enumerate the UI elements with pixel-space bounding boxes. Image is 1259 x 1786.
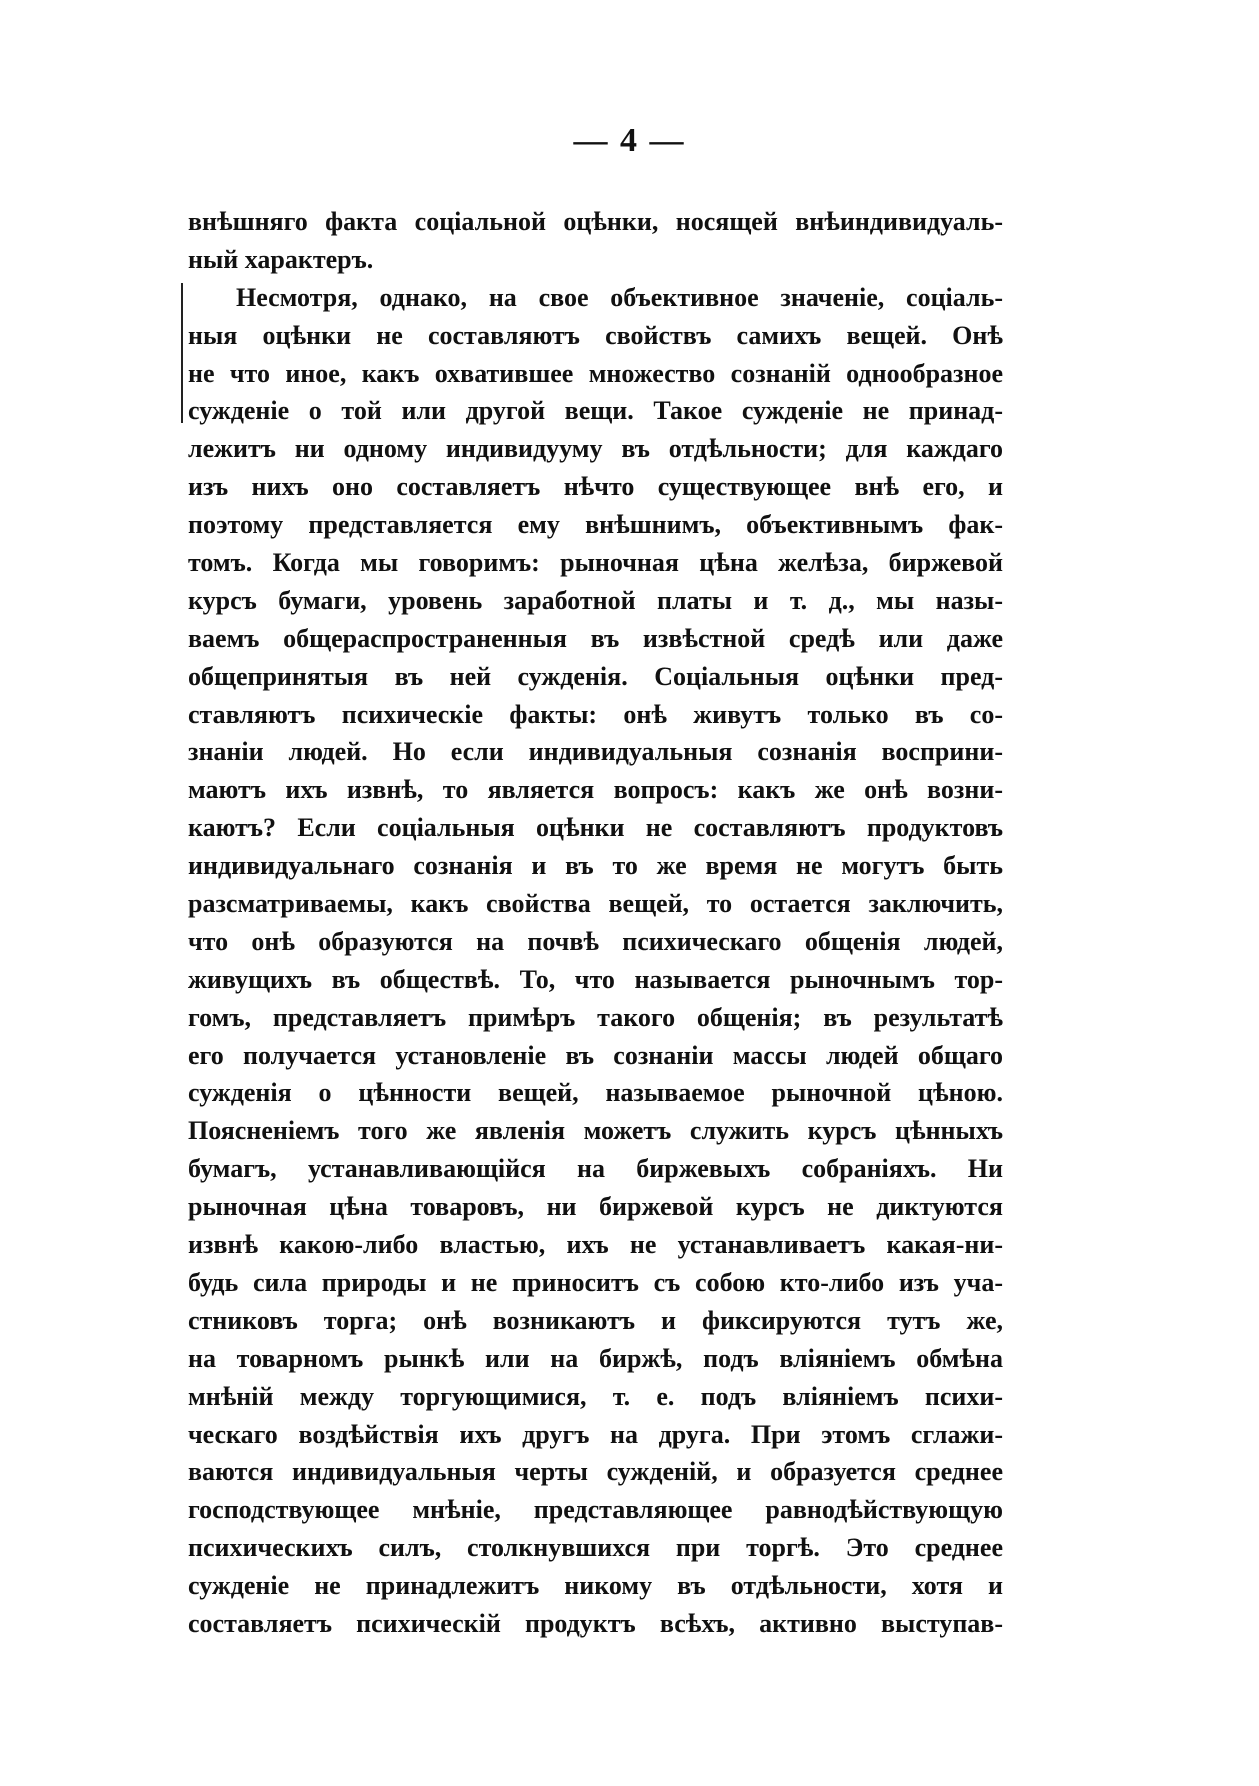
text-line: ваемъ общераспространенныя въ извѣстной средѣ или даже [188,623,1003,653]
text-line: общепринятыя въ ней сужденія. Соціальныя оцѣнки пред- [188,661,1003,691]
text-line: курсъ бумаги, уровень заработной платы и т. д., мы назы- [188,585,1003,615]
text-line: знаніи людей. Но если индивидуальныя сознанія восприни- [188,737,1003,767]
text-line: томъ. Когда мы говоримъ: рыночная цѣна желѣза, биржевой [188,548,1003,578]
text-line: психическихъ силъ, столкнувшихся при торгѣ. Это среднее [188,1533,1003,1563]
text-line: индивидуальнаго сознанія и въ то же время не могутъ быть [188,851,1003,881]
text-line: господствующее мнѣніе, представляющее равнодѣйствующую [188,1495,1003,1525]
text-line: извнѣ какою-либо властью, ихъ не устанавливаетъ какая-ни- [188,1230,1003,1260]
text-line: разсматриваемы, какъ свойства вещей, то остается заключить, [188,889,1003,919]
text-line: ный характеръ. [188,244,374,274]
text-line: не что иное, какъ охватившее множество сознаній однообразное [188,358,1003,388]
text-line: Поясненіемъ того же явленія можетъ служить курсъ цѣнныхъ [188,1116,1003,1146]
text-line: составляетъ психическій продуктъ всѣхъ, активно выступав- [188,1608,1003,1638]
text-line: поэтому представляется ему внѣшнимъ, объективнымъ фак- [188,510,1003,540]
text-line: ныя оцѣнки не составляютъ свойствъ самихъ вещей. Онѣ [188,320,1003,350]
text-line: сужденіе не принадлежитъ никому въ отдѣльности, хотя и [188,1571,1003,1601]
text-line: ставляютъ психическіе факты: онѣ живутъ только въ со- [188,699,1003,729]
text-line: рыночная цѣна товаровъ, ни биржевой курсъ не диктуются [188,1192,1003,1222]
text-line: каютъ? Если соціальныя оцѣнки не составляютъ продуктовъ [188,813,1003,843]
text-line: стниковъ торга; онѣ возникаютъ и фиксируются тутъ же, [188,1305,1003,1335]
text-line: ваются индивидуальныя черты сужденій, и образуется среднее [188,1457,1003,1487]
body-text [188,203,1003,1643]
text-line: изъ нихъ оно составляетъ нѣчто существующее внѣ его, и [188,472,1003,502]
text-line: мнѣній между торгующимися, т. е. подъ вліяніемъ психи- [188,1381,1003,1411]
text-line: Несмотря, однако, на свое объективное значеніе, соціаль- [236,282,1003,312]
text-line: живущихъ въ обществѣ. То, что называется рыночнымъ тор- [188,964,1003,994]
text-line: внѣшняго факта соціальной оцѣнки, носящей внѣиндивидуаль- [188,207,1003,236]
text-line: сужденіе о той или другой вещи. Такое сужденіе не принад- [188,396,1003,426]
text-line: что онѣ образуются на почвѣ психическаго общенія людей, [188,926,1003,956]
text-line: гомъ, представляетъ примѣръ такого общенія; въ результатѣ [188,1002,1003,1032]
text-line: бумагъ, устанавливающійся на биржевыхъ собраніяхъ. Ни [188,1154,1003,1184]
text-line: ческаго воздѣйствія ихъ другъ на друга. При этомъ сглажи- [188,1419,1003,1449]
text-line: лежитъ ни одному индивидууму въ отдѣльности; для каждаго [188,434,1003,464]
text-line: на товарномъ рынкѣ или на биржѣ, подъ вліяніемъ обмѣна [188,1343,1003,1373]
margin-mark [181,283,183,423]
page-number: — 4 — [573,122,686,159]
text-line: сужденія о цѣнности вещей, называемое рыночной цѣною. [188,1078,1003,1108]
text-line: маютъ ихъ извнѣ, то является вопросъ: какъ же онѣ возни- [188,775,1003,805]
text-line: будь сила природы и не приноситъ съ собою кто-либо изъ уча- [188,1267,1003,1297]
text-line: его получается установленіе въ сознаніи массы людей общаго [188,1040,1003,1070]
